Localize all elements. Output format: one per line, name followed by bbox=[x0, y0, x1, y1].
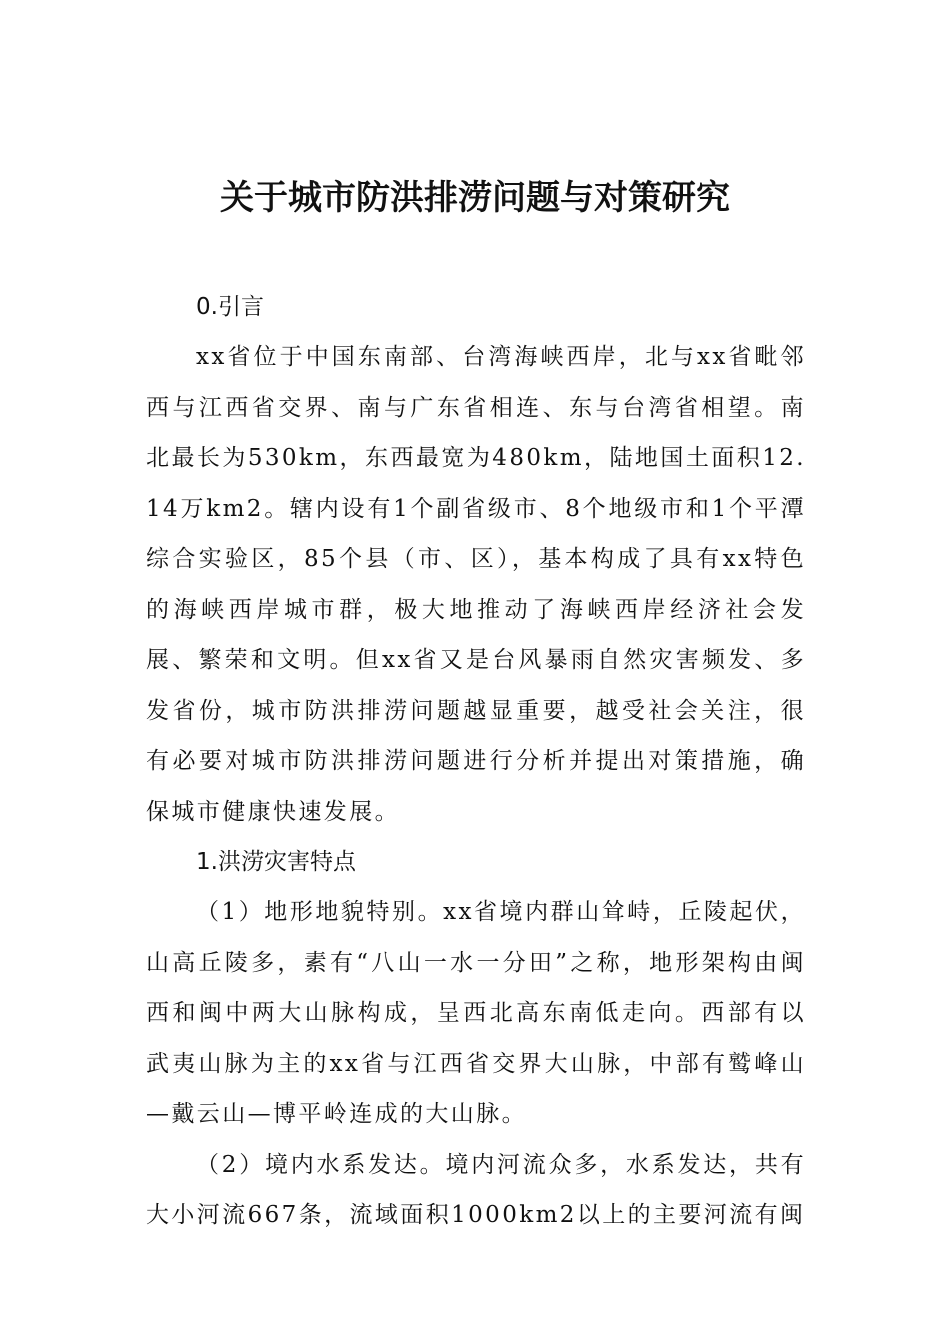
river-system-paragraph: （2）境内水系发达。境内河流众多，水系发达，共有大小河流667条，流域面积1000km2以上的主要河流有闽 bbox=[146, 1151, 806, 1228]
intro-paragraph: xx省位于中国东南部、台湾海峡西岸，北与xx省毗邻西与江西省交界、南与广东省相连、东与台湾省相望。南北最长为530km，东西最宽为480km，陆地国土面积12.14万km2。辖内设有1个副省级市、8个地级市和1个平潭综合实验区，85个县（市、区），基本构成了具有xx特色的海峡西岸城市群，极大地推动了海峡西岸经济社会发展、繁荣和文明。但xx省又是台风暴雨自然灾害频发、多发省份，城市防洪排涝问题越显重要，越受社会关注，很有必要对城市防洪排涝问题进行分析并提出对策措施，确保城市健康快速发展。 bbox=[146, 344, 806, 825]
document-title: 关于城市防洪排涝问题与对策研究 bbox=[220, 178, 730, 218]
terrain-paragraph: （1）地形地貌特别。xx省境内群山耸峙，丘陵起伏，山高丘陵多，素有“八山一水一分田”之称，地形架构由闽西和闽中两大山脉构成，呈西北高东南低走向。西部有以武夷山脉为主的xx省与江西省交界大山脉，中部有鹫峰山—戴云山—博平岭连成的大山脉。 bbox=[146, 899, 806, 1127]
document-body bbox=[146, 282, 806, 1241]
section-heading-flood-features: 1.洪涝灾害特点 bbox=[196, 849, 356, 875]
section-heading-intro: 0.引言 bbox=[196, 294, 264, 320]
